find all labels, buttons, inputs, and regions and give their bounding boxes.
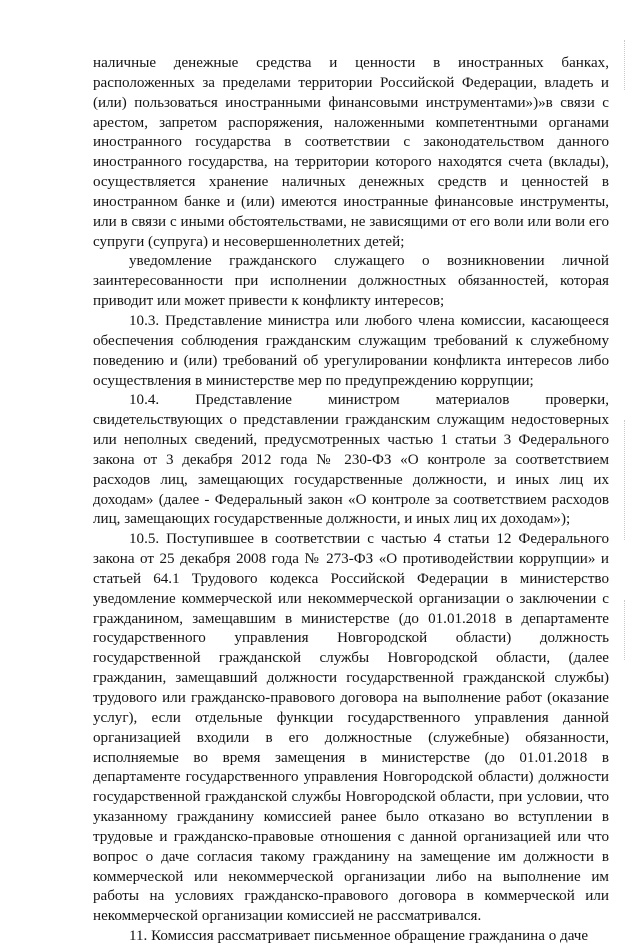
paragraph-conflict-notice: уведомление гражданского служащего о возникновении личной заинтересованности при исполнении должностных обязанностей, которая приводит или может привести к конфликту интересов; <box>93 253 609 310</box>
margin-scan-mark-middle <box>624 420 631 540</box>
paragraph-10-3: 10.3. Представление министра или любого члена комиссии, касающееся обеспечения соблюдения гражданским служащим требований к служебному поведению и (или) требований об урегулировании конфликта интересов либо осуществления в министерстве мер по предупреждению коррупции; <box>93 312 609 389</box>
paragraph-11: 11. Комиссия рассматривает письменное обращение гражданина о даче <box>129 928 589 945</box>
paragraph-10-5: 10.5. Поступившее в соответствии с частью 4 статьи 12 Федерального закона от 25 декабря 2008 года № 273-ФЗ «О противодействии коррупции» и статьей 64.1 Трудового кодекса Российской Федерации в министерство уведомление коммерческой или некоммерческой организации о заключении с гражданином, замещавшим в министерстве (до 01.01.2018 в департаменте государственного управления Новгородской области) должность государственной гражданской службы Новгородской области, (далее гражданин, замещавший должности государственной гражданской службы) трудового или гражданско-правового договора на выполнение работ (оказание услуг), если отдельные функции государственного управления данной организацией входили в его должностные (служебные) обязанности, исполняемые во время замещения в министерстве (до 01.01.2018 в департаменте государственного управления Новгородской области) должности государственной гражданской службы Новгородской области, при условии, что указанному гражданину комиссией ранее было отказано во вступлении в трудовые и гражданско-правовые отношения с данной организацией или что вопрос о даче согласия такому гражданину на замещение им должности в коммерческой или некоммерческой организации либо на выполнение им работы на условиях гражданско-правового договора в коммерческой или некоммерческой организации комиссией не рассматривался. <box>93 531 609 925</box>
paragraph-10-4: 10.4. Представление министром материалов проверки, свидетельствующих о представлении гражданским служащим недостоверных или неполных сведений, предусмотренных частью 1 статьи 3 Федерального закона от 3 декабря 2012 года № 230-ФЗ «О контроле за соответствием расходов лиц, замещающих государственные должности, и иных лиц их доходам» (далее - Федеральный закон «О контроле за соответствием расходов лиц, замещающих государственные должности, и иных лиц их доходам»); <box>93 392 609 528</box>
margin-scan-mark-lower <box>624 600 631 660</box>
margin-scan-mark-top <box>624 40 631 90</box>
paragraph-foreign-assets: наличные денежные средства и ценности в иностранных банках, расположенных за пределами территории Российской Федерации, владеть и (или) пользоваться иностранными финансовыми инструментами»)»в связи с арестом, запретом распоряжения, наложенными компетентными органами иностранного государства в соответствии с законодательством данного иностранного государства, на территории которого находятся счета (вклады), осуществляется хранение наличных денежных средств и ценностей в иностранном банке и (или) имеются иностранные финансовые инструменты, или в связи с иными обстоятельствами, не зависящими от его воли или воли его супруги (супруга) и несовершеннолетних детей; <box>93 55 609 250</box>
document-page <box>93 54 609 947</box>
